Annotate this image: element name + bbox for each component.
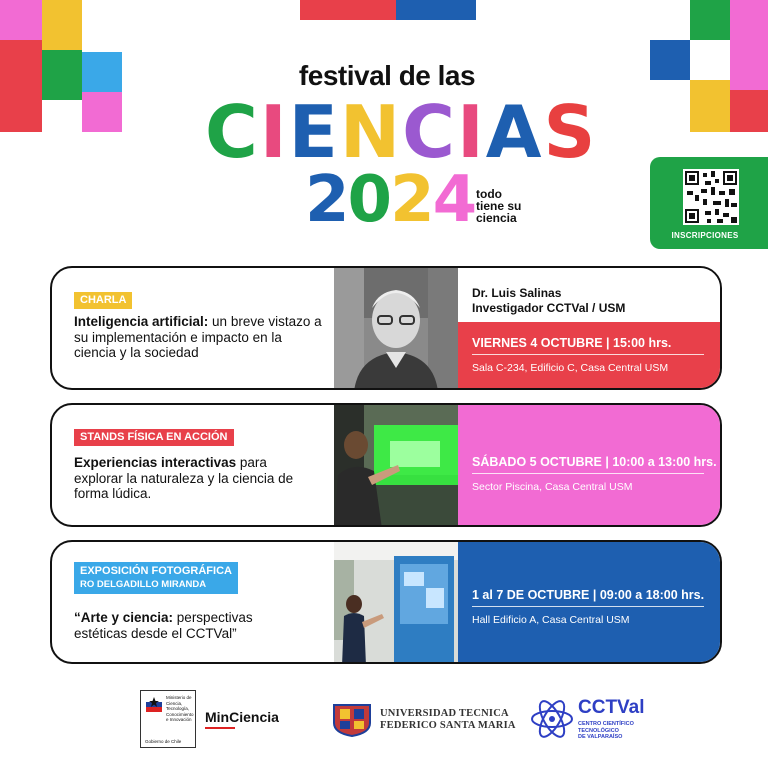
footer-logos [0, 685, 768, 755]
deco-square [730, 0, 768, 90]
event-schedule: VIERNES 4 OCTUBRE | 15:00 hrs. [472, 336, 672, 350]
deco-square [396, 0, 476, 20]
event-info [52, 405, 334, 525]
event-card-charla[interactable] [50, 266, 722, 390]
event-location: Hall Edificio A, Casa Central USM [472, 614, 630, 626]
event-description-rest: perspectivas estéticas desde el CCTVal” [74, 610, 253, 641]
year-digit: 2 [305, 163, 348, 237]
event-description-bold: Inteligencia artificial: [74, 314, 209, 329]
event-tag-title: EXPOSICIÓN FOTOGRÁFICA [80, 565, 232, 577]
deco-square [82, 92, 122, 132]
ciencias-letter: N [339, 90, 403, 174]
deco-square [690, 40, 730, 80]
ciencias-letter: I [456, 90, 486, 174]
cctval-sub-line: CENTRO CIENTÍFICO [578, 721, 634, 727]
event-tag: CHARLA [74, 292, 132, 309]
exhibition-photo [334, 542, 458, 662]
event-info [52, 268, 334, 388]
deco-square [300, 0, 396, 20]
utfsm-line2: FEDERICO SANTA MARIA [380, 720, 516, 731]
event-description-bold: Experiencias interactivas [74, 455, 237, 470]
speaker-name: Dr. Luis Salinas [472, 286, 562, 300]
qr-label: INSCRIPCIONES [671, 231, 739, 240]
tagline-line: todo [476, 187, 502, 201]
ciencias-wordmark [205, 90, 598, 174]
gobierno-bottom: Gobierno de Chile [145, 739, 182, 744]
ciencias-letter: A [485, 90, 544, 174]
divider [472, 473, 704, 474]
event-tag: STANDS FÍSICA EN ACCIÓN [74, 429, 234, 446]
event-card-exposicion[interactable] [50, 540, 722, 664]
qr-code-icon[interactable] [683, 169, 739, 225]
utfsm-crest-icon [330, 703, 374, 737]
event-details [458, 405, 722, 525]
speaker-photo [334, 268, 458, 388]
year-digit: 2 [390, 163, 433, 237]
event-location: Sector Piscina, Casa Central USM [472, 481, 633, 493]
event-schedule: SÁBADO 5 OCTUBRE | 10:00 a 13:00 hrs. [472, 455, 717, 469]
registration-qr-button[interactable] [650, 157, 768, 249]
minciencia-logo: MinCiencia [205, 709, 279, 725]
event-description-rest: para explorar la naturaleza y la ciencia de forma lúdica. [74, 455, 294, 501]
event-info [52, 542, 334, 662]
event-card-stands[interactable] [50, 403, 722, 527]
cctval-sub-line: TECNOLÓGICO [578, 727, 619, 734]
stands-photo [334, 405, 458, 525]
speaker-role: Investigador CCTVal / USM [472, 301, 626, 315]
event-details [458, 268, 722, 388]
event-description-rest: un breve vistazo a su implementación e impacto en la ciencia y la sociedad [74, 314, 322, 360]
deco-square [650, 40, 690, 80]
deco-square [730, 90, 768, 132]
speaker-info [472, 286, 625, 316]
ciencias-letter: S [543, 90, 598, 174]
tagline-line: ciencia [476, 211, 517, 225]
deco-square [42, 50, 82, 100]
ciencias-letter: C [205, 90, 260, 174]
utfsm-logo [380, 708, 516, 732]
event-description [74, 610, 304, 641]
gobierno-text: Ministerio de Ciencia, Tecnología, Conocimiento e Innovación [166, 695, 194, 722]
event-tag-subtitle: RO DELGADILLO MIRANDA [80, 579, 207, 590]
deco-square [0, 40, 42, 132]
year-digit: 4 [432, 163, 476, 237]
year-wordmark [305, 163, 476, 237]
cctval-logo: CCTVal [578, 697, 645, 718]
festival-title: festival de las [298, 60, 476, 91]
deco-square [82, 52, 122, 92]
cctval-atom-icon [530, 697, 574, 741]
tagline [476, 188, 546, 224]
minciencia-underline [205, 727, 235, 729]
deco-square [690, 80, 730, 132]
cctval-subtitle [578, 721, 634, 741]
deco-square [0, 0, 42, 40]
tagline-line: tiene su [476, 199, 522, 213]
event-details [458, 542, 722, 662]
event-description-bold: “Arte y ciencia: [74, 610, 174, 625]
chile-crest-icon [146, 696, 162, 714]
ciencias-letter: E [288, 90, 340, 174]
year-digit: 0 [347, 163, 391, 237]
divider [472, 606, 704, 607]
divider [472, 354, 704, 355]
schedule-panel [458, 322, 722, 390]
event-description [74, 455, 304, 502]
gobierno-logo [140, 690, 196, 748]
event-location: Sala C-234, Edificio C, Casa Central USM [472, 362, 669, 374]
deco-square [690, 0, 730, 40]
ciencias-letter: I [259, 90, 289, 174]
utfsm-line1: UNIVERSIDAD TECNICA [380, 708, 509, 719]
event-schedule: 1 al 7 DE OCTUBRE | 09:00 a 18:00 hrs. [472, 588, 705, 602]
cctval-sub-line: DE VALPARAÍSO [578, 734, 623, 740]
event-description [74, 314, 324, 361]
event-tag [74, 562, 238, 594]
ciencias-letter: C [402, 90, 457, 174]
deco-square [42, 0, 82, 50]
